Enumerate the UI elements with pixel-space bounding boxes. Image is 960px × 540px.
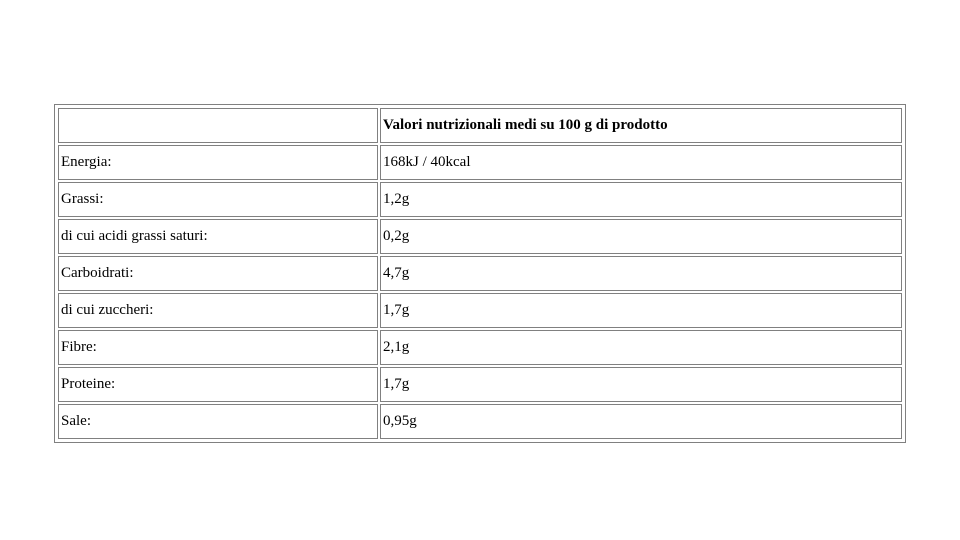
table-row-carboidrati xyxy=(58,256,902,291)
nutrient-label: Grassi: xyxy=(58,182,378,217)
nutrient-label: Proteine: xyxy=(58,367,378,402)
nutrient-value: 2,1g xyxy=(380,330,902,365)
nutrient-value: 4,7g xyxy=(380,256,902,291)
nutrient-value: 1,7g xyxy=(380,293,902,328)
nutrient-value: 1,7g xyxy=(380,367,902,402)
nutrition-table xyxy=(56,106,904,441)
nutrition-table-frame xyxy=(54,104,906,443)
nutrient-label: Fibre: xyxy=(58,330,378,365)
table-header-row xyxy=(58,108,902,143)
nutrient-value: 0,95g xyxy=(380,404,902,439)
table-row-zuccheri xyxy=(58,293,902,328)
nutrient-label: Energia: xyxy=(58,145,378,180)
nutrient-value: 0,2g xyxy=(380,219,902,254)
table-row-fibre xyxy=(58,330,902,365)
header-value-cell: Valori nutrizionali medi su 100 g di prodotto xyxy=(380,108,902,143)
table-row-acidi-grassi-saturi xyxy=(58,219,902,254)
table-row-proteine xyxy=(58,367,902,402)
nutrient-label: di cui acidi grassi saturi: xyxy=(58,219,378,254)
table-row-sale xyxy=(58,404,902,439)
table-row-energia xyxy=(58,145,902,180)
nutrient-label: di cui zuccheri: xyxy=(58,293,378,328)
nutrient-value: 1,2g xyxy=(380,182,902,217)
header-label-cell xyxy=(58,108,378,143)
nutrient-label: Sale: xyxy=(58,404,378,439)
table-row-grassi xyxy=(58,182,902,217)
nutrient-value: 168kJ / 40kcal xyxy=(380,145,902,180)
nutrient-label: Carboidrati: xyxy=(58,256,378,291)
